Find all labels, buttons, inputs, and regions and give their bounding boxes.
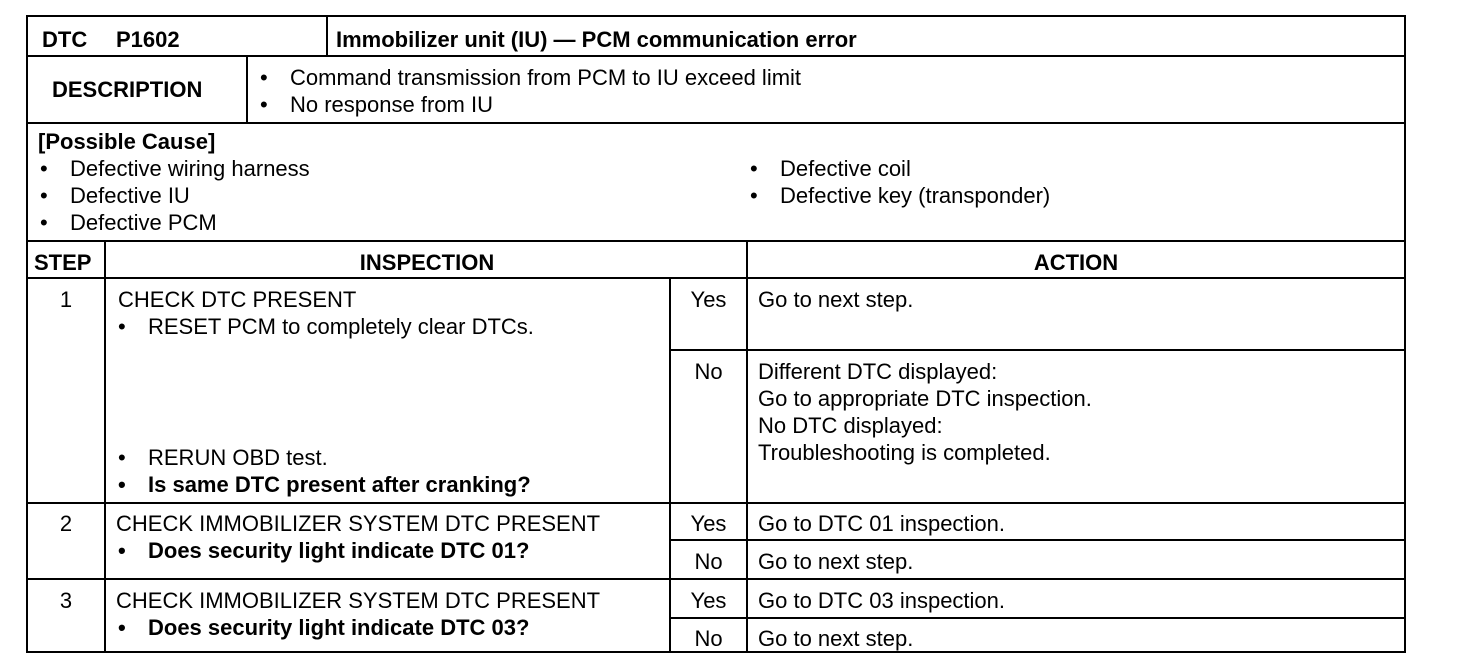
yes-label: Yes bbox=[690, 287, 727, 312]
divider bbox=[326, 17, 328, 55]
cause-item: • Defective wiring harness bbox=[70, 156, 310, 182]
step-title: CHECK IMMOBILIZER SYSTEM DTC PRESENT bbox=[116, 511, 601, 536]
yes-action: Go to DTC 01 inspection. bbox=[758, 511, 1006, 536]
yes-label: Yes bbox=[690, 588, 727, 613]
page-title: Immobilizer unit (IU) — PCM communication error bbox=[336, 27, 857, 52]
divider bbox=[669, 349, 1404, 351]
inspection-item: • RERUN OBD test. bbox=[148, 445, 328, 471]
cause-item: • Defective key (transponder) bbox=[780, 183, 1050, 209]
divider bbox=[28, 122, 1404, 124]
divider bbox=[28, 502, 1404, 504]
no-action-line: Different DTC displayed: bbox=[758, 359, 998, 384]
divider bbox=[28, 277, 1404, 279]
dtc-document bbox=[26, 15, 1406, 653]
inspection-question: • Does security light indicate DTC 03? bbox=[148, 615, 529, 641]
divider bbox=[246, 55, 248, 122]
inspection-item: • RESET PCM to completely clear DTCs. bbox=[148, 314, 534, 340]
possible-cause-heading: [Possible Cause] bbox=[38, 129, 216, 154]
inspection-header: INSPECTION bbox=[359, 250, 495, 275]
divider bbox=[746, 240, 748, 651]
yes-action: Go to next step. bbox=[758, 287, 914, 312]
divider bbox=[28, 55, 1404, 57]
no-action-line: Go to appropriate DTC inspection. bbox=[758, 386, 1092, 411]
divider bbox=[28, 240, 1404, 242]
no-label: No bbox=[694, 549, 723, 574]
cause-item: • Defective coil bbox=[780, 156, 911, 182]
cause-item: • Defective PCM bbox=[70, 210, 217, 236]
description-item: • No response from IU bbox=[290, 92, 493, 118]
step-number: 2 bbox=[59, 511, 73, 536]
dtc-code: P1602 bbox=[116, 27, 180, 52]
description-item: • Command transmission from PCM to IU exceed limit bbox=[290, 65, 801, 91]
action-header: ACTION bbox=[1033, 250, 1119, 275]
step-title: CHECK DTC PRESENT bbox=[118, 287, 357, 312]
yes-label: Yes bbox=[690, 511, 727, 536]
divider bbox=[669, 617, 1404, 619]
no-label: No bbox=[694, 626, 723, 651]
inspection-question: • Is same DTC present after cranking? bbox=[148, 472, 531, 498]
inspection-question: • Does security light indicate DTC 01? bbox=[148, 538, 529, 564]
no-label: No bbox=[694, 359, 723, 384]
no-action-line: No DTC displayed: bbox=[758, 413, 943, 438]
no-action: Go to next step. bbox=[758, 626, 914, 651]
step-number: 3 bbox=[59, 588, 73, 613]
cause-item: • Defective IU bbox=[70, 183, 190, 209]
step-title: CHECK IMMOBILIZER SYSTEM DTC PRESENT bbox=[116, 588, 601, 613]
yes-action: Go to DTC 03 inspection. bbox=[758, 588, 1006, 613]
no-action-line: Troubleshooting is completed. bbox=[758, 440, 1051, 465]
step-header: STEP bbox=[34, 250, 92, 275]
divider bbox=[669, 539, 1404, 541]
step-number: 1 bbox=[59, 287, 73, 312]
divider bbox=[28, 578, 1404, 580]
dtc-label: DTC bbox=[42, 27, 88, 52]
divider bbox=[104, 240, 106, 651]
no-action: Go to next step. bbox=[758, 549, 914, 574]
description-label: DESCRIPTION bbox=[52, 77, 203, 102]
